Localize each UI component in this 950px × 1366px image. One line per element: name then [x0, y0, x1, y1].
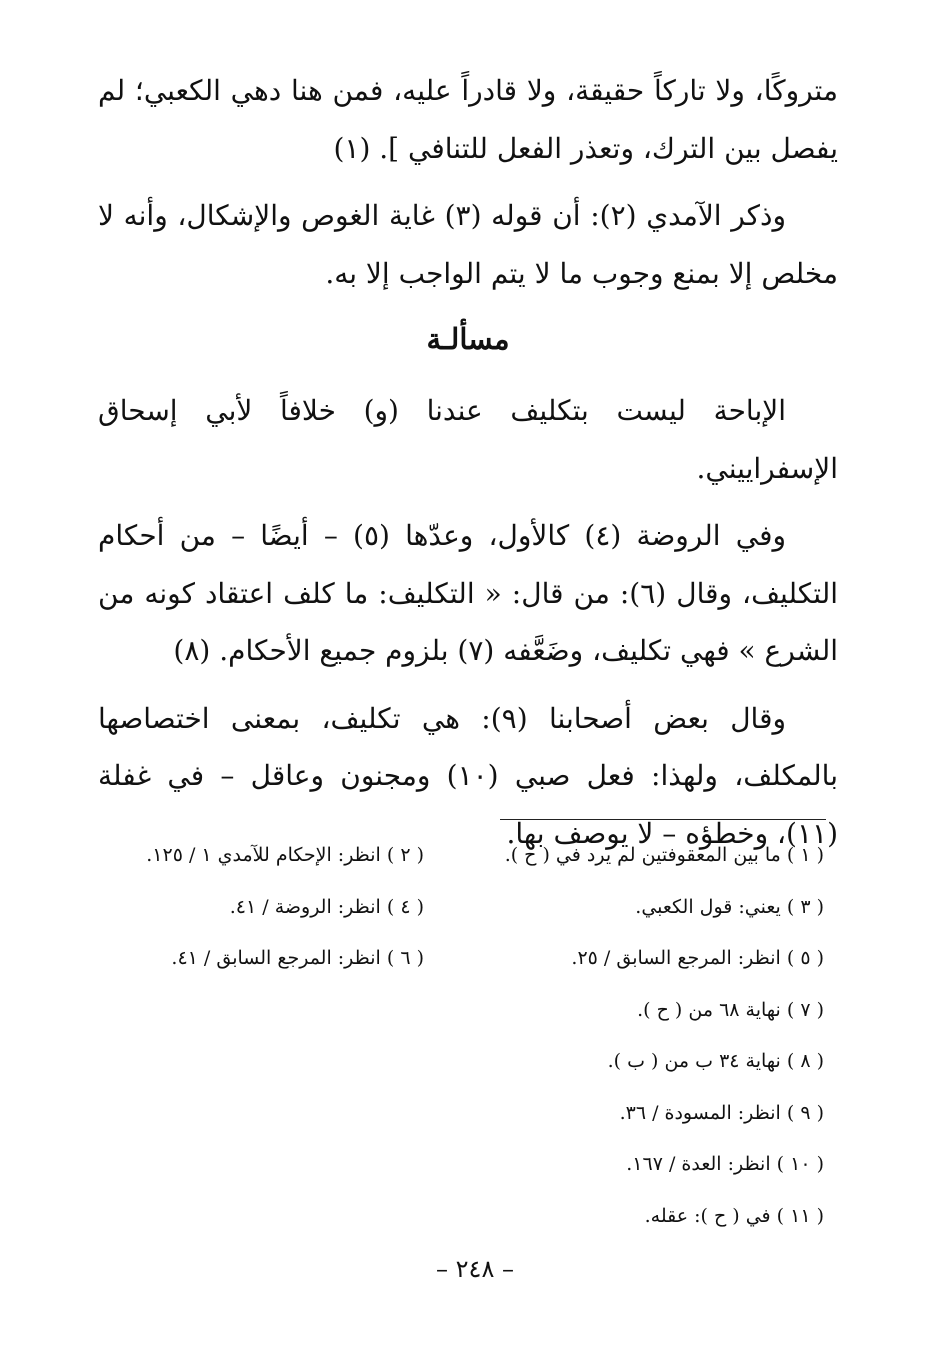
footnote-9: ( ٩ ) انظر: المسودة / ٣٦.: [619, 1101, 824, 1124]
footnote-7: ( ٧ ) نهاية ٦٨ من ( ح ).: [637, 998, 824, 1021]
paragraph-5: وقال بعض أصحابنا (٩): هي تكليف، بمعنى اختصاصها بالمكلف، ولهذا: فعل صبي (١٠) ومجنون وعاقل – في غفلة (١١)، وخطؤه – لا يوصف بها.: [98, 701, 839, 850]
footnote-6: ( ٦ ) انظر: المرجع السابق / ٤١.: [171, 947, 424, 969]
paragraph-3: الإباحة ليست بتكليف عندنا (و) خلافاً لأبي إسحاق الإسفراييني.: [98, 394, 838, 485]
footnotes-right-column: [464, 830, 824, 1242]
section-heading: مسألـة: [426, 322, 510, 356]
footnote-1: ( ١ ) ما بين المعقوفتين لم يرد في ( ح ).: [504, 844, 824, 866]
paragraph-4: وفي الروضة (٤) كالأول، وعدّها (٥) – أيضًا – من أحكام التكليف، وقال (٦): من قال: « التكليف: ما كلف اعتقاد كونه من الشرع » فهي تكليف، وضَعَّفه (٧) بلزوم جميع الأحكام. (٨): [98, 519, 839, 667]
footnote-8: ( ٨ ) نهاية ٣٤ ب من ( ب ).: [607, 1050, 824, 1072]
paragraph-2: وذكر الآمدي (٢): أن قوله (٣) غاية الغوص والإشكال، وأنه لا مخلص إلا بمنع وجوب ما لا يتم الواجب إلا به.: [98, 199, 838, 290]
main-text: [98, 62, 838, 862]
footnote-3: ( ٣ ) يعني: قول الكعبي.: [635, 895, 824, 918]
footnote-5: ( ٥ ) انظر: المرجع السابق / ٢٥.: [571, 947, 824, 969]
footnote-divider: [500, 819, 826, 820]
paragraph-1: متروكًا، ولا تاركاً حقيقة، ولا قادراً عليه، فمن هنا دهي الكعبي؛ لم يفصل بين الترك، وتعذر الفعل للتنافي ]. (١): [98, 74, 838, 165]
page-number: – ٢٤٨ –: [436, 1255, 514, 1283]
footnote-11: ( ١١ ) في ( ح ): عقله.: [644, 1204, 824, 1227]
footnotes-left-column: [94, 830, 424, 985]
footnote-2: ( ٢ ) انظر: الإحكام للآمدي ١ / ١٢٥.: [146, 844, 424, 866]
footnote-10: ( ١٠ ) انظر: العدة / ١٦٧.: [626, 1153, 824, 1175]
footnote-4: ( ٤ ) انظر: الروضة / ٤١.: [229, 895, 424, 918]
